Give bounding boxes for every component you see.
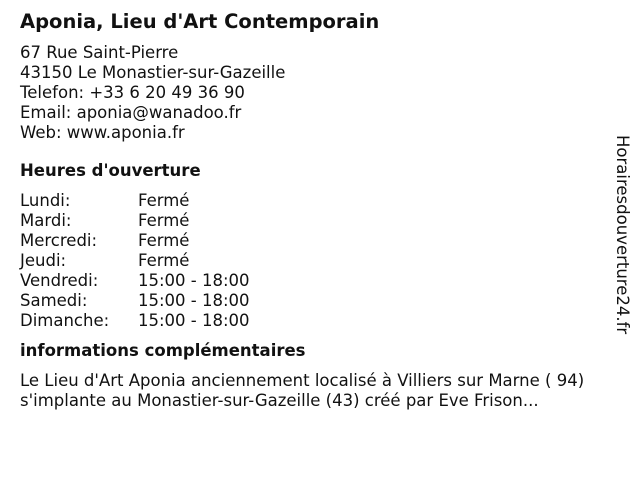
email-address[interactable]: Email: aponia@wanadoo.fr [20,103,242,122]
hours-value: 15:00 - 18:00 [138,271,250,290]
city-address: 43150 Le Monastier-sur-Gazeille [20,63,286,82]
street-address: 67 Rue Saint-Pierre [20,43,179,62]
additional-info-text: Le Lieu d'Art Aponia anciennement localisé à Villiers sur Marne ( 94) s'implante au Monastier-sur-Gazeille (43) créé par Eve Frison... [20,371,585,410]
hours-row-friday [20,271,620,291]
day-label: Mercredi: [20,231,98,250]
hours-value: Fermé [138,231,190,250]
hours-row-tuesday [20,211,620,231]
additional-info-heading: informations complémentaires [20,341,306,360]
vertical-brand-text[interactable]: Horairesdouverture24.fr [613,135,632,335]
hours-row-sunday [20,311,620,331]
phone-number[interactable]: Telefon: +33 6 20 49 36 90 [20,83,245,102]
business-card [20,10,620,411]
hours-value: 15:00 - 18:00 [138,291,250,310]
day-label: Lundi: [20,191,71,210]
hours-row-thursday [20,251,620,271]
business-name: Aponia, Lieu d'Art Contemporain [20,10,380,33]
day-label: Samedi: [20,291,88,310]
website-link[interactable]: Web: www.aponia.fr [20,123,185,142]
hours-row-saturday [20,291,620,311]
hours-row-monday [20,191,620,211]
day-label: Vendredi: [20,271,99,290]
hours-value: Fermé [138,211,190,230]
day-label: Dimanche: [20,311,110,330]
opening-hours-table [20,191,620,331]
address-block [20,43,620,143]
hours-value: 15:00 - 18:00 [138,311,250,330]
day-label: Jeudi: [20,251,67,270]
day-label: Mardi: [20,211,72,230]
hours-row-wednesday [20,231,620,251]
hours-value: Fermé [138,191,190,210]
opening-hours-heading: Heures d'ouverture [20,161,201,180]
hours-value: Fermé [138,251,190,270]
